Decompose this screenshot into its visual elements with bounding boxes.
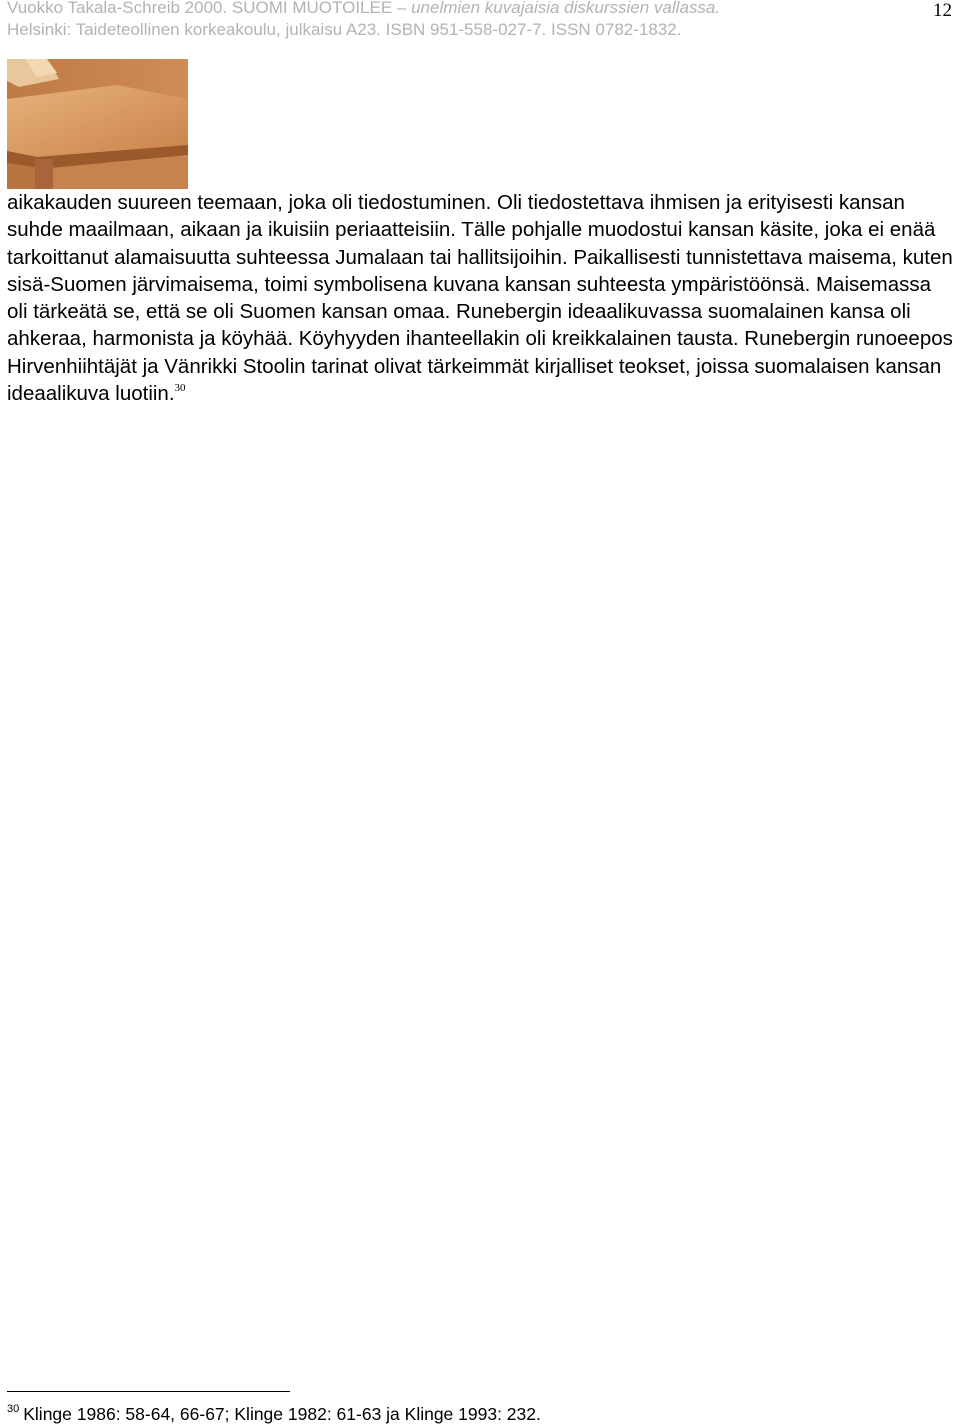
header-line-2: Helsinki: Taideteollinen korkeakoulu, julkaisu A23. ISBN 951-558-027-7. ISSN 0782-1832. [7,20,682,39]
page-number: 12 [933,0,952,21]
footnote [7,1403,541,1425]
footnote-text: Klinge 1986: 58-64, 66-67; Klinge 1982: 61-63 ja Klinge 1993: 232. [23,1404,541,1424]
footnote-reference[interactable]: 30 [174,382,186,395]
running-header [7,0,907,41]
footnote-number: 30 [7,1403,20,1415]
header-subtitle: unelmien kuvajaisia diskurssien vallassa. [411,0,721,17]
header-citation: Vuokko Takala-Schreib 2000. SUOMI MUOTOILEE – [7,0,407,17]
body-paragraph [7,189,955,407]
header-line-1 [7,0,907,19]
paragraph-text: aikakauden suureen teemaan, joka oli tiedostuminen. Oli tiedostettava ihmisen ja erityisesti kansan suhde maailmaan, aikaan ja ikuisiin periaatteisiin. Tälle pohjalle muodostui kansan käsite, joka ei enää tarkoittanut alamaisuutta suhteessa Jumalaan tai hallitsijoihin. Paikallisesti tunnistettava maisema, kuten sisä-Suomen järvimaisema, toimi symbolisena kuvana kansan suhteesta ympäristöönsä. Maisemassa oli tärkeätä se, että se oli Suomen kansan omaa. Runebergin ideaalikuvassa suomalainen kansa oli ahkeraa, harmonista ja köyhää. Köyhyyden ihanteellakin oli kreikkalainen tausta. Runebergin runoeepos Hirvenhiihtäjät ja Vänrikki Stoolin tarinat olivat tärkeimmät kirjalliset teokset, joissa suomalaisen kansan ideaalikuva luotiin. [7,191,953,406]
footnote-divider [7,1391,290,1392]
furniture-photo [7,59,188,189]
